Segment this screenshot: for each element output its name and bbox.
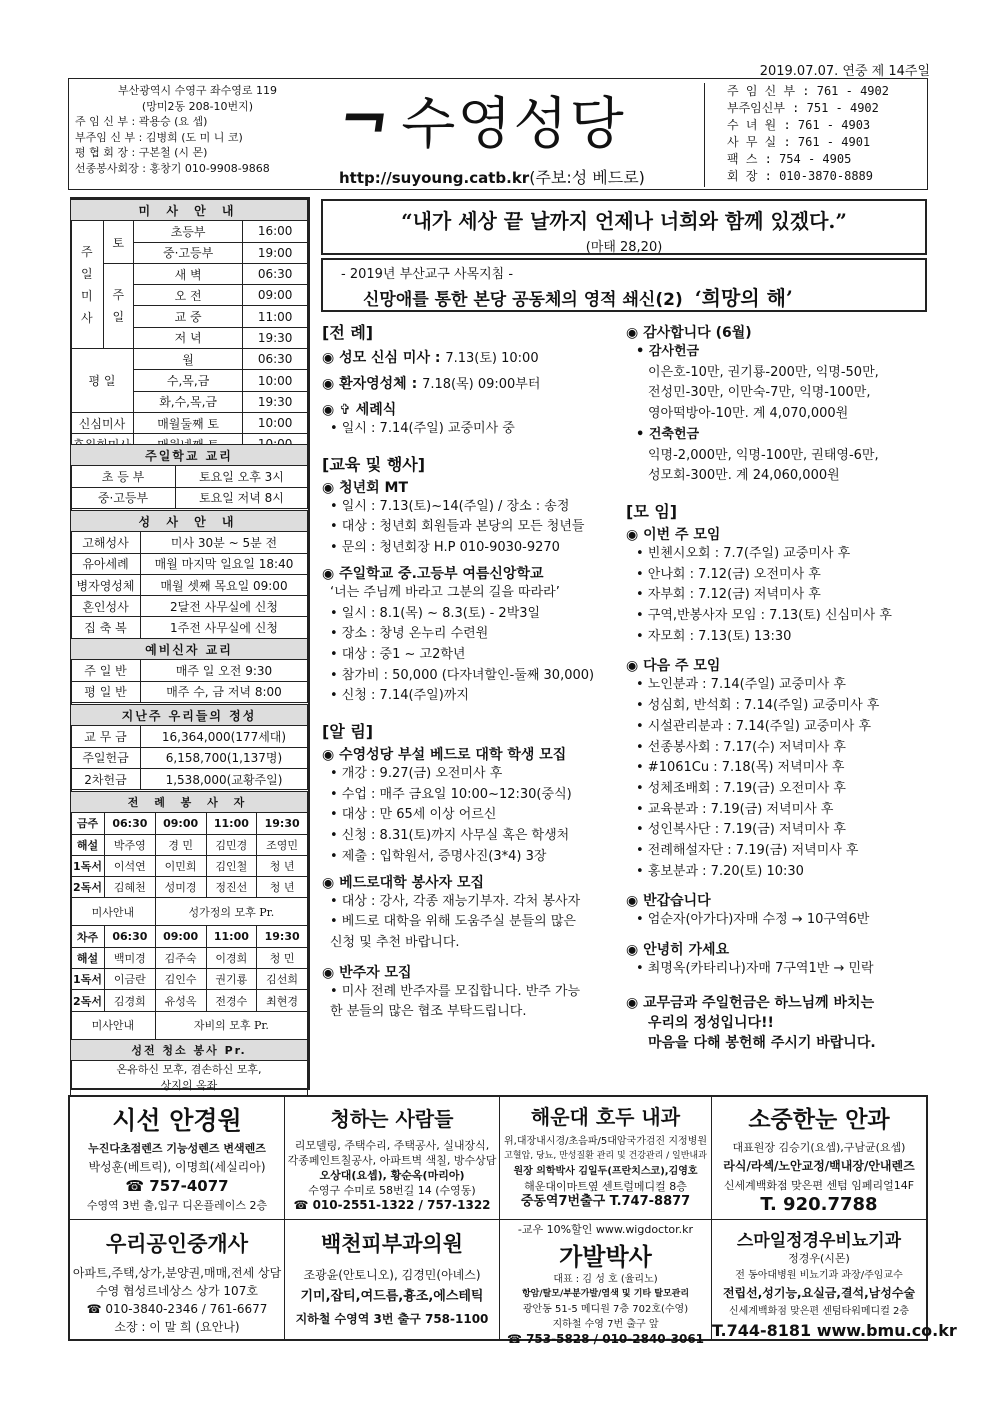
cell: 고해성사: [71, 532, 141, 553]
cell: 청 민: [257, 947, 308, 968]
notice-line: • 안나회 : 7.12(금) 오전미사 후: [636, 566, 821, 582]
cell: 19:00: [243, 242, 308, 263]
cell: 이민희: [155, 855, 206, 876]
theme-main-text: 신망애를 통한 본당 공동체의 영적 쇄신(2): [363, 290, 683, 310]
ad-line: ☎ 010-3840-2346 / 761-6677: [86, 1302, 268, 1316]
advertisement-block: [68, 1095, 957, 1346]
cell: 금주: [71, 813, 105, 834]
table-title: 지난주 우리들의 정성: [71, 705, 308, 726]
notice-line: • 성체조배회 : 7.19(금) 오전미사 후: [636, 780, 846, 796]
cell: 토요일 저녁 8시: [176, 487, 308, 508]
ad-eye-clinic[interactable]: [712, 1097, 926, 1220]
cell: 1독서: [71, 855, 105, 876]
cell: 성가정의 모후 Pr.: [155, 898, 307, 926]
notice-line: 전성민-30만, 이만숙-7만, 익명-100만,: [648, 385, 871, 401]
cell: 오 전: [133, 285, 242, 306]
cell: 저 녁: [133, 327, 242, 348]
ad-line: 소장 : 이 말 희 (요안나): [114, 1320, 240, 1334]
cell: 최현경: [257, 990, 308, 1011]
notice-line: • 수업 : 매주 금요일 10:00~12:30(중식): [330, 786, 572, 802]
cell: 11:00: [243, 306, 308, 327]
notice-line: • 구역,반봉사자 모임 : 7.13(토) 신심미사 후: [636, 608, 892, 624]
notice-line: • 성심회, 반석회 : 7.14(주일) 교중미사 후: [636, 698, 880, 714]
cell: 6,158,700(1,137명): [141, 747, 308, 768]
item-title: ◉ ✞ 세례식: [322, 402, 397, 418]
ad-title: 가발박사: [559, 1243, 652, 1271]
notice-line: • 최명옥(카타리나)자매 7구역1반 → 민락: [636, 961, 874, 977]
ad-title: 우리공인중개사: [105, 1231, 248, 1256]
cell: 19:30: [257, 813, 308, 834]
ad-clinic[interactable]: [500, 1097, 712, 1220]
item-title: ◉ 청년회 MT: [322, 479, 409, 496]
item-title: ◉ 다음 주 모임: [626, 658, 721, 675]
ad-line[interactable]: -교우 10%할인 www.wigdoctor.kr: [517, 1223, 694, 1236]
cell: 1주전 사무실에 신청: [141, 617, 308, 638]
notice-item: [322, 347, 622, 367]
contact-line: 팩 스 : 754 - 4905: [727, 152, 852, 166]
cell: 09:00: [155, 926, 206, 947]
item-title: ◉ 감사합니다 (6월): [626, 325, 752, 341]
notice-line: • #1061Cu : 7.18(목) 저녁미사 후: [636, 760, 845, 776]
cell: 중·고등부: [71, 487, 176, 508]
ad-optical-shop[interactable]: [70, 1097, 285, 1220]
cleaning-line: 온유하신 모후, 겸손하신 모후,: [116, 1063, 262, 1077]
cell: 미사안내: [71, 898, 156, 926]
notice-line: • 노인분과 : 7.14(주일) 교중미사 후: [636, 677, 846, 693]
notice-line: • 신청 : 8.31(토)까지 사무실 혹은 학생처: [330, 828, 570, 844]
right-column: [626, 322, 926, 1052]
quote-reference: (마태 28,20): [585, 240, 663, 255]
ad-line: 라식/라섹/노안교정/백내장/안내렌즈: [723, 1159, 915, 1173]
notice-item: [322, 373, 622, 393]
notice-line: 신청 및 추천 바랍니다.: [330, 934, 460, 950]
ad-line: 대표원장 김승기(요셉),구남균(요셉): [732, 1141, 906, 1154]
notice-line: • 자부회 : 7.12(금) 저녁미사 후: [636, 587, 821, 603]
cell: 19:30: [243, 391, 308, 412]
ad-title: 소중한눈 안과: [748, 1107, 890, 1133]
item-value: 7.13(토) 10:00: [445, 351, 539, 366]
item-title: ◉ 환자영성체 :: [322, 376, 423, 392]
closing-line: 우리의 정성입니다!!: [648, 1014, 774, 1031]
cell: 초등부: [133, 221, 242, 242]
middle-column: [322, 320, 622, 1023]
ad-line: 전립선,성기능,요실금,결석,남성수술: [722, 1286, 916, 1300]
ad-line: 리모델링, 주택수리, 주택공사, 실내장식,: [294, 1139, 490, 1152]
ad-line: ☎ 010-2551-1322 / 757-1322: [293, 1198, 491, 1212]
cell: 김인철: [206, 855, 257, 876]
notice-line: • 자모회 : 7.13(토) 13:30: [636, 628, 792, 644]
cell: 청 년: [257, 877, 308, 898]
notice-line: • 대상 : 만 65세 이상 어르신: [330, 807, 497, 823]
ad-line: 지하철 수영역 3번 출구 758-1100: [295, 1312, 489, 1326]
notice-line: • 선종봉사회 : 7.17(수) 저녁미사 후: [636, 739, 846, 755]
cell: 토: [103, 221, 133, 264]
cell: 혼인성사: [71, 596, 141, 617]
notice-line: • 시설관리분과 : 7.14(주일) 교중미사 후: [636, 718, 872, 734]
contact-line: 사 무 실 : 761 - 4901: [727, 135, 871, 149]
section-title: [모 임]: [626, 501, 678, 521]
ad-line: 대표 : 김 성 호 (율리노): [553, 1274, 658, 1285]
ad-title: 청하는 사람들: [330, 1107, 454, 1131]
cleaning-groups: [71, 1060, 308, 1096]
address-line1: 부산광역시 수영구 좌수영로 119: [118, 84, 277, 97]
ad-wig[interactable]: [500, 1220, 712, 1346]
notice-line: • 미사 전례 반주자를 모집합니다. 반주 가능: [330, 983, 581, 999]
cell: 조영민: [257, 834, 308, 855]
ad-line: 누진다초점렌즈 기능성렌즈 변색렌즈: [88, 1142, 266, 1155]
ad-line: 아파트,주택,상가,분양권,매매,전세 상담: [72, 1266, 282, 1280]
website[interactable]: [339, 165, 645, 188]
notice-line: • 신청 : 7.14(주일)까지: [330, 688, 469, 704]
offering-table: [70, 704, 308, 790]
theme-main: [363, 282, 793, 311]
staff-line: 선종봉사회장 : 홍창기 010-9908-9868: [75, 161, 270, 175]
notice-line: • 감사헌금: [636, 344, 700, 359]
ad-line: 수영 협성르네상스 상가 107호: [96, 1284, 258, 1298]
ad-line: ☎ 757-4077: [125, 1177, 229, 1195]
issue-date: 2019.07.07. 연중 제 14주일: [759, 64, 930, 79]
item-title: ◉ 베드로대학 봉사자 모집: [322, 874, 485, 891]
ad-line: ☎ 753-5828 / 010-2840-3061: [506, 1332, 705, 1346]
ad-title: 해운대 호두 내과: [530, 1105, 681, 1129]
notice-line: • 장소 : 창녕 온누리 수련원: [330, 626, 489, 642]
contact-line: 주 임 신 부 : 761 - 4902: [727, 84, 889, 98]
notice-line: • 빈첸시오회 : 7.7(주일) 교중미사 후: [636, 545, 851, 561]
ad-urology[interactable]: [712, 1220, 957, 1340]
ad-line: 지하철 수영 7번 출구 앞: [552, 1319, 659, 1330]
notice-line: • 개강 : 9.27(금) 오전미사 후: [330, 766, 503, 782]
patron-saint: (주보:성 베드로): [529, 168, 645, 187]
notice-line: 한 분들의 많은 협조 부탁드립니다.: [330, 1004, 527, 1020]
contact-line: 회 장 : 010-3870-8889: [727, 169, 874, 183]
mass-schedule-table: [70, 199, 308, 456]
sunday-mass-label: 주 일 미 사: [71, 221, 104, 349]
cell: 새 벽: [133, 263, 242, 284]
ad-line: 항암/탈모/부분가발/염색 및 기타 탈모관리: [521, 1289, 690, 1299]
notice-line: • 홍보분과 : 7.20(토) 10:30: [636, 863, 804, 879]
ad-title: 백천피부과의원: [320, 1232, 463, 1256]
cell: 차주: [71, 926, 105, 947]
cell: 정진선: [206, 877, 257, 898]
cell: 김인수: [155, 969, 206, 990]
ad-line: 중동역7번출구 T.747-8877: [520, 1194, 691, 1209]
ad-line: T.744-8181 www.bmu.co.kr: [712, 1321, 957, 1340]
cell: 2달전 사무실에 신청: [141, 596, 308, 617]
liturgy-servers-table: [70, 791, 308, 1097]
cell: 매월 마지막 일요일 18:40: [141, 553, 308, 574]
theme-pre: - 2019년 부산교구 사목지침 -: [341, 267, 514, 282]
ad-line: 광안동 51-5 메디원 7층 702호(수영): [522, 1304, 689, 1315]
item-title: ◉ 수영성당 부설 베드로 대학 학생 모집: [322, 747, 567, 764]
ad-line: 기미,잡티,여드름,흉조,에스테틱: [300, 1289, 484, 1304]
notice-line: • 제출 : 입학원서, 증명사진(3*4) 3장: [330, 848, 547, 864]
cell: 미사안내: [71, 1011, 156, 1039]
cell: 10:00: [243, 412, 308, 433]
theme-emphasis: ‘희망의 해’: [694, 286, 793, 310]
table-title: 성전 청소 봉사 Pr.: [71, 1039, 308, 1060]
item-title: ◉ 이번 주 모임: [626, 526, 721, 543]
staff-line: 평 협 회 장 : 구본철 (시 몬): [75, 146, 208, 159]
cell: 1,538,000(교황주일): [141, 768, 308, 789]
masthead: [68, 78, 928, 190]
ad-title: 시선 안경원: [112, 1106, 242, 1135]
cell: 16,364,000(177세대): [141, 726, 308, 747]
cell: 06:30: [243, 349, 308, 370]
ad-title: 스마일정경우비뇨기과: [736, 1231, 902, 1251]
closing-line: 마음을 다해 봉헌해 주시기 바랍니다.: [648, 1034, 876, 1051]
ad-line: 정경우(시몬): [788, 1252, 850, 1265]
item-title: ◉ 반갑습니다: [626, 893, 711, 910]
cell: 집 축 복: [71, 617, 141, 638]
cell: 주 일 반: [71, 660, 141, 681]
ad-dermatology[interactable]: [285, 1220, 500, 1340]
notice-line: 영아떡방아-10만. 계 4,070,000원: [648, 406, 849, 422]
section-title: [알 림]: [322, 722, 374, 742]
notice-line: • 교육분과 : 7.19(금) 저녁미사 후: [636, 801, 834, 817]
table-title: 성 사 안 내: [71, 511, 308, 532]
notice-line: • 문의 : 청년회장 H.P 010-9030-9270: [330, 540, 560, 556]
cell: 권기룡: [206, 969, 257, 990]
cell: 평 일 반: [71, 681, 141, 702]
cell: 청 년: [257, 855, 308, 876]
website-url[interactable]: http://suyoung.catb.kr: [339, 169, 530, 187]
ad-line: 고혈압, 당뇨, 만성질환 관리 및 건강관리 / 일반내과: [504, 1151, 707, 1161]
ad-interior[interactable]: [285, 1097, 500, 1220]
section-title: [교육 및 행사]: [322, 454, 426, 474]
contact-line: 수 녀 원 : 761 - 4903: [727, 118, 871, 132]
item-title: ◉ 안녕히 가세요: [626, 942, 730, 959]
notice-line: • 성인복사단 : 7.19(금) 저녁미사 후: [636, 822, 846, 838]
ad-line: 원장 의학박사 김일두(프란치스코),김영호: [513, 1166, 698, 1177]
ad-line: 오상대(요셉), 황순옥(마리아): [319, 1169, 465, 1182]
cell: 교 무 금: [71, 726, 141, 747]
cell: 자비의 모후 Pr.: [155, 1011, 307, 1039]
ad-line: 위,대장내시경/초음파/5대암국가검진 지정병원: [504, 1136, 707, 1147]
ad-line: 해운대이마트옆 센트럴메디컬 8층: [524, 1180, 687, 1193]
notice-line: • 엄순자(아가다)자매 수정 → 10구역6반: [636, 912, 870, 928]
notice-line: 성모회-300만. 계 24,060,000원: [648, 468, 840, 484]
cell: 10:00: [243, 370, 308, 391]
cell: 김선희: [257, 969, 308, 990]
ad-line: 수영역 3번 출,입구 디온플레이스 2층: [86, 1199, 268, 1212]
cell: 2독서: [71, 877, 105, 898]
notice-line: • 참가비 : 50,000 (다자녀할인-둘째 30,000): [330, 667, 595, 683]
contact-line: 부주임신부 : 751 - 4902: [727, 101, 879, 115]
cell: 신심미사: [71, 412, 134, 433]
cell: 매월둘째 토: [133, 412, 242, 433]
cell: 주 일: [103, 263, 133, 348]
notice-line: • 일시 : 7.13(토)~14(주일) / 장소 : 송정: [330, 498, 570, 514]
item-title: ◉ 성모 신심 미사 :: [322, 350, 446, 366]
cell: 수,목,금: [133, 370, 242, 391]
logo-mark: ¬: [334, 85, 397, 155]
section-title: [전 례]: [322, 323, 374, 342]
cell: 중·고등부: [133, 242, 242, 263]
catechumen-table: [70, 638, 308, 703]
ad-line: 신세계백화점 맞은편 센텀 임페리얼14F: [723, 1179, 915, 1192]
cell: 매주 일 오전 9:30: [141, 660, 308, 681]
cell: 성미경: [155, 877, 206, 898]
cell: 유성옥: [155, 990, 206, 1011]
cell: 해설: [71, 834, 105, 855]
cell: 해설: [71, 947, 105, 968]
cell: 2차헌금: [71, 768, 141, 789]
table-title: 전 례 봉 사 자: [71, 792, 308, 813]
weekday-label: 평 일: [71, 349, 134, 413]
cell: 09:00: [243, 285, 308, 306]
ad-realty[interactable]: [70, 1220, 285, 1340]
cell: 주일헌금: [71, 747, 141, 768]
ad-line: T. 920.7788: [760, 1194, 878, 1215]
notice-line: • 대상 : 청년회 회원들과 본당의 모든 청년들: [330, 519, 585, 535]
notice-line: • 대상 : 강사, 각종 재능기부자. 각처 봉사자: [330, 893, 581, 909]
ad-line: 신세계백화점 맞은편 센텀타워메디컬 2층: [728, 1306, 910, 1317]
notice-line: • 전례해설자단 : 7.19(금) 저녁미사 후: [636, 843, 859, 859]
table-title: 미 사 안 내: [71, 200, 308, 221]
cell: 매주 수, 금 저녁 8:00: [141, 681, 308, 702]
cell: 토요일 오후 3시: [176, 466, 308, 487]
cell: 김민경: [206, 834, 257, 855]
cell: 김혜천: [105, 877, 156, 898]
cell: 김주숙: [155, 947, 206, 968]
cell: 매월 셋째 목요일 09:00: [141, 574, 308, 595]
cell: 11:00: [206, 926, 257, 947]
cleaning-line: 상지의 옥좌: [160, 1079, 218, 1093]
cell: 19:30: [243, 327, 308, 348]
sunday-school-table: [70, 444, 308, 509]
notice-line: • 대상 : 중1 ~ 고2학년: [330, 646, 466, 662]
ad-line: 전 동아대병원 비뇨기과 과장/주임교수: [735, 1270, 903, 1281]
scripture-quote: [321, 199, 927, 255]
ad-line: 각종페인트칠공사, 아파트벽 색칠, 방수상담: [287, 1154, 497, 1167]
cell: 김경희: [105, 990, 156, 1011]
pastoral-theme: [321, 258, 927, 312]
cell: 16:00: [243, 221, 308, 242]
cell: 미사 30분 ~ 5분 전: [141, 532, 308, 553]
notice-line: • 건축헌금: [636, 426, 700, 442]
ad-line: 박성훈(베트릭), 이명희(세실리아): [88, 1160, 266, 1174]
cell: 초 등 부: [71, 466, 176, 487]
notice-line: • 일시 : 8.1(목) ~ 8.3(토) - 2박3일: [330, 605, 541, 621]
closing-line: ◉ 교무금과 주일헌금은 하느님께 바치는: [626, 994, 875, 1011]
cell: 09:00: [155, 813, 206, 834]
cell: 1독서: [71, 969, 105, 990]
cell: 백미경: [105, 947, 156, 968]
cell: 병자영성체: [71, 574, 141, 595]
staff-line: 주 임 신 부 : 곽용승 (요 셉): [75, 115, 208, 128]
cell: 이금란: [105, 969, 156, 990]
item-title: ◉ 주일학교 중.고등부 여름신앙학교: [322, 565, 544, 582]
contact-list: [704, 83, 924, 187]
table-title: 예비신자 교리: [71, 639, 308, 660]
cell: 19:30: [257, 926, 308, 947]
ad-line: 조광윤(안토니오), 김경민(아녜스): [303, 1268, 481, 1282]
sacrament-table: [70, 510, 308, 639]
notice-item: [322, 399, 622, 419]
staff-line: 부주임 신 부 : 김병희 (도 미 니 코): [75, 130, 243, 144]
cell: 유아세례: [71, 553, 141, 574]
cell: 경 민: [155, 834, 206, 855]
cell: 월: [133, 349, 242, 370]
logo-text: 수영성당: [401, 92, 626, 157]
cell: 교 중: [133, 306, 242, 327]
cell: 화,수,목,금: [133, 391, 242, 412]
notice-line: 익명-2,000만, 익명-100만, 권태영-6만,: [648, 447, 879, 463]
cell: 11:00: [206, 813, 257, 834]
cell: 박주영: [105, 834, 156, 855]
parish-logo: [334, 85, 669, 157]
notice-line: 이은호-10만, 권기룡-200만, 익명-50만,: [648, 364, 879, 380]
parish-info: [75, 83, 320, 176]
notice-line: ‘너는 주님께 바라고 그분의 길을 따라라’: [330, 584, 560, 600]
cell: 2독서: [71, 990, 105, 1011]
ad-line: 수영구 수미로 58번길 14 (수영동): [308, 1184, 476, 1197]
notice-line: • 일시 : 7.14(주일) 교중미사 중: [330, 421, 515, 436]
item-title: ◉ 반주자 모집: [322, 964, 412, 981]
address-line2: (망미2동 208-10번지): [141, 99, 254, 113]
cell: 이경희: [206, 947, 257, 968]
cell: 06:30: [105, 813, 156, 834]
quote-text: “내가 세상 끝 날까지 언제나 너희와 함께 있겠다.”: [401, 209, 847, 233]
cell: 전경수: [206, 990, 257, 1011]
cell: 06:30: [105, 926, 156, 947]
cell: 이석연: [105, 855, 156, 876]
notice-line: • 베드로 대학을 위해 도움주실 분들의 많은: [330, 914, 576, 930]
table-title: 주일학교 교리: [71, 445, 308, 466]
cell: 06:30: [243, 263, 308, 284]
item-value: 7.18(목) 09:00부터: [422, 377, 541, 392]
